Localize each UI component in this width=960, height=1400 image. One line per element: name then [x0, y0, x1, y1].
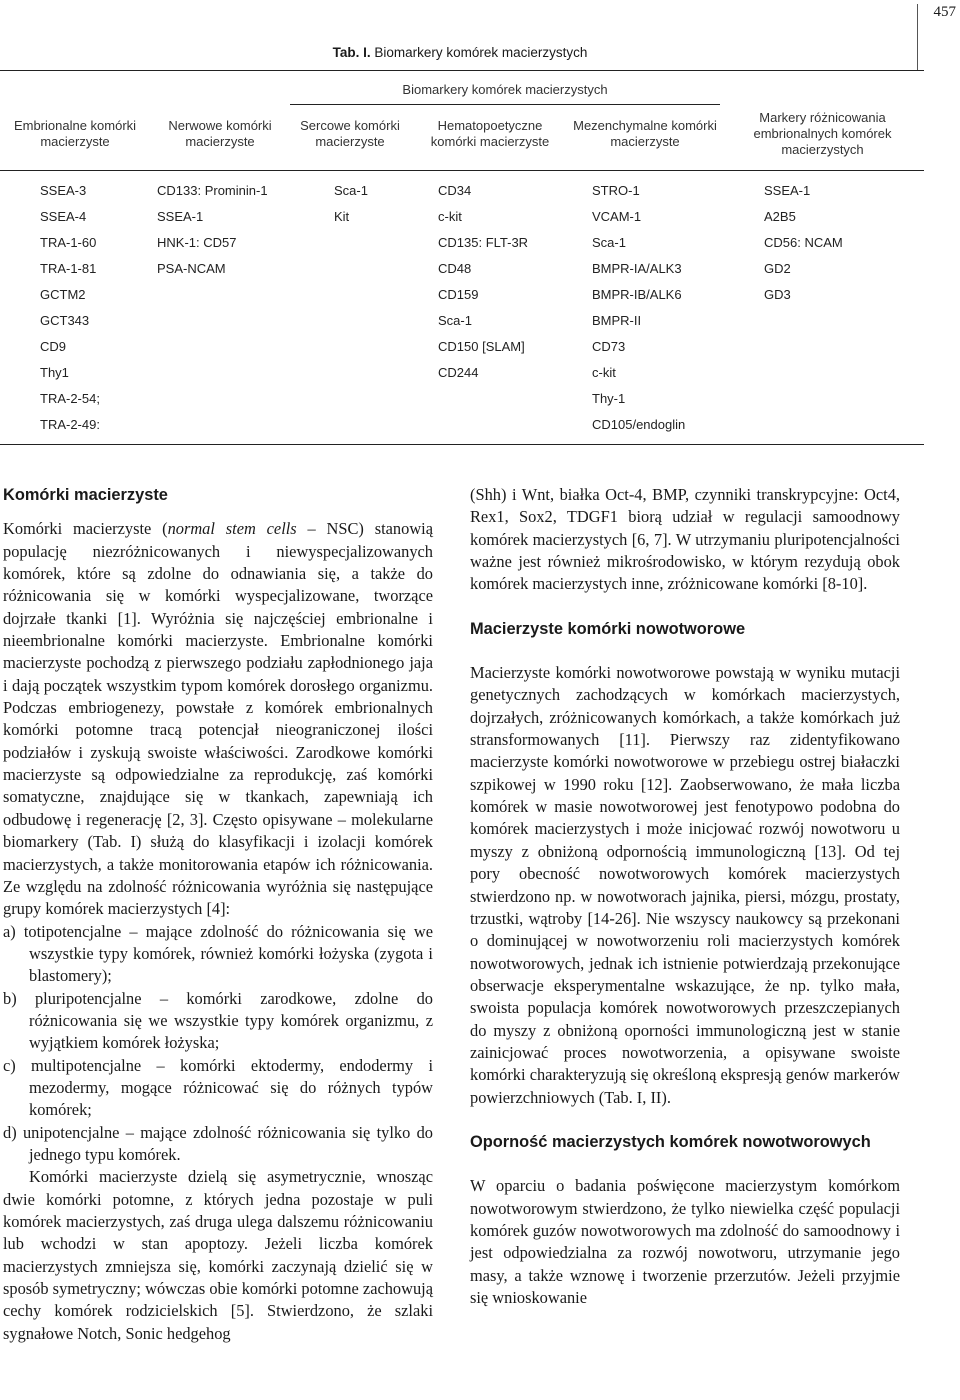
table-cell: TRA-1-60 — [40, 235, 97, 250]
table-cell: CD244 — [438, 365, 479, 380]
table-cell: CD56: NCAM — [764, 235, 843, 250]
table-cell: SSEA-1 — [764, 183, 811, 198]
table-cell: PSA-NCAM — [157, 261, 226, 276]
table-cell: SSEA-4 — [40, 209, 87, 224]
table-cell: TRA-2-49: — [40, 417, 100, 432]
table-caption-title: Biomarkery komórek macierzystych — [374, 45, 588, 60]
table-cell: CD159 — [438, 287, 479, 302]
table-cell: GD2 — [764, 261, 791, 276]
right-text-column — [470, 484, 900, 1309]
table-cell: Sca-1 — [334, 183, 368, 198]
paragraph-continued: (Shh) i Wnt, białka Oct-4, BMP, czynniki transkrypcyjne: Oct4, Rex1, Sox2, TDGF1 biorą udział w regulacji samoodnowy komórek macierzystych [6, 7]. W utrzymaniu pluripotencjalności ważne jest również mikrośrodowisko, w którym rezydują obok komórek macierzystych inne, zróżnicowane komórki [8-10]. — [470, 485, 900, 594]
table-cell: HNK-1: CD57 — [157, 235, 237, 250]
column-header-hematopoetyczne: Hematopoetyczne komórki macierzyste — [430, 118, 550, 149]
table-cell: A2B5 — [764, 209, 796, 224]
paragraph-intro-em: normal stem cells — [167, 519, 297, 539]
table-header-rule — [0, 170, 924, 171]
table-cell: SSEA-3 — [40, 183, 87, 198]
column-header-sercowe: Sercowe komórki macierzyste — [300, 118, 400, 149]
table-cell: GCT343 — [40, 313, 90, 328]
table-cell: c-kit — [592, 365, 616, 380]
list-item-d: d) unipotencjalne – mające zdolność różnicowania się tylko do jednego typu komórek. — [3, 1122, 433, 1164]
column-header-markery: Markery różnicowania embrionalnych komórek macierzystych — [753, 110, 892, 157]
paragraph-opornosc: W oparciu o badania poświęcone macierzystym komórkom nowotworowym stwierdzono, że tylko niewielka część populacji komórek guzów nowotworowych ma zdolność do samoodnowy i jest odpowiedzialna za rozwój nowotworu, utrzymanie jego masy, a także wznowę i tworzenie przerzutów. Jeżeli przyjmie się wnioskowanie — [470, 1176, 900, 1307]
table-cell: Thy1 — [40, 365, 69, 380]
table-cell: GCTM2 — [40, 287, 86, 302]
table-cell: Sca-1 — [438, 313, 472, 328]
table-cell: BMPR-IB/ALK6 — [592, 287, 682, 302]
table-cell: CD133: Prominin-1 — [157, 183, 268, 198]
table-cell: TRA-2-54; — [40, 391, 100, 406]
table-cell: STRO-1 — [592, 183, 640, 198]
list-item-b: b) pluripotencjalne – komórki zarodkowe, zdolne do różnicowania się we wszystkie typy komórek organizmu, z wyjątkiem komórek łożyska; — [3, 988, 433, 1053]
table-cell: CD48 — [438, 261, 472, 276]
table-cell: TRA-1-81 — [40, 261, 97, 276]
table-cell: GD3 — [764, 287, 791, 302]
table-cell: CD9 — [40, 339, 67, 354]
paragraph-intro-a: Komórki macierzyste ( — [3, 519, 168, 539]
paragraph-asymmetric: Komórki macierzyste dzielą się asymetrycznie, wnosząc dwie komórki potomne, z których jedna pozostaje w puli komórek macierzystych, zaś druga ulega dalszemu różnicowaniu lub wchodzi w stan apoptozy. Jeżeli liczba komórek macierzystych zmniejsza się, komórki zaczynają dzielić się w sposób symetryczny; wówczas obie komórki potomne zachowują cechy komórek rodzicielskich [5]. Stwierdzono, że szlaki sygnałowe Notch, Sonic hedgehog — [3, 1167, 433, 1343]
paragraph-nowotworowe: Macierzyste komórki nowotworowe powstają w wyniku mutacji genetycznych zachodzących w komórkach macierzystych, dojrzałych, zróżnicowanych komórkach, a także komórkach już stransformowanych [11]. Pierwszy raz zidentyfikowano macierzyste komórki nowotworowe w przebiegu ostrej białaczki szpikowej w 1990 roku [12]. Zaobserwowano, że mała liczba komórek w masie nowotworowej jest fenotypowo podobna do komórek macierzystych i może inicjować rozwój nowotworu u myszy z obniżoną odpornością immunologiczną [13]. Od tej pory obecność nowotworowych komórek macierzystych stwierdzono np. w nowotworach jajnika, piersi, mózgu, prostaty, trzustki, wątroby [14-26]. Nie wszyscy naukowcy są przekonani o dominującej w nowotworzeniu roli macierzystych komórek nowotworowych, jednak ich istnienie potwierdzają przekonujące obserwacje eksperymentalne wskazujące, że np. tylko mała, swoista populacja komórek nowotworowych przeszczepianych do myszy z obniżoną oporności immunologiczną jest w stanie zainicjować proces nowotworzenia, a opisywane swoiste komórki charakteryzują się określoną ekspresją genów markerów powierzchniowych (Tab. I, II). — [470, 663, 900, 1107]
table-cell: SSEA-1 — [157, 209, 204, 224]
table-cell: VCAM-1 — [592, 209, 642, 224]
table-cell: CD150 [SLAM] — [438, 339, 525, 354]
table-cell: c-kit — [438, 209, 462, 224]
column-header-embrionalne: Embrionalne komórki macierzyste — [13, 118, 137, 149]
paragraph-intro-b: – NSC) stanowią populację niezróżnicowanych i niewyspecjalizowanych komórek, które są zdolne do odnawiania się, a także do różnicowania się w komórki wyspecjalizowane, tworzące dojrzałe tkanki [1]. Wyróżnia się najczęściej embrionalne i nieembrionalne komórki macierzyste. Embrionalne komórki macierzyste pochodzą z pierwszego podziału zapłodnionego jaja i dają początek wszystkim typom komórek dorosłego organizmu. Podczas embriogenezy, powstałe z komórek embrionalnych komórki potomne tracą potencjał nieograniczonej ilości podziałów i zyskują swoiste właściwości. Zarodkowe komórki macierzyste są odpowiedzialne za reprodukcję, zaś komórki somatyczne, znajdujące się w tkankach, zapewniają ich odbudowę i regenerację [2, 3]. Często opisywane – molekularne biomarkery (Tab. I) służą do klasyfikacji i izolacji komórek macierzystych, a także monitorowania etapów ich różnicowania. Ze względu na zdolność różnicowania wyróżnia się następujące grupy komórek macierzystych [4]: — [3, 519, 433, 919]
table-cell: CD34 — [438, 183, 472, 198]
column-header-nerwowe: Nerwowe komórki macierzyste — [168, 118, 272, 149]
table-cell: Sca-1 — [592, 235, 626, 250]
table-cell: Kit — [334, 209, 350, 224]
group-header: Biomarkery komórek macierzystych — [402, 82, 608, 97]
table-cell: Thy-1 — [592, 391, 626, 406]
paragraph-intro — [3, 518, 433, 920]
table-cell: CD73 — [592, 339, 626, 354]
page-number-text: 457 — [933, 4, 956, 20]
list-item-c: c) multipotencjalne – komórki ektodermy, endodermy i mezodermy, mogące różnicować się do różnych typów komórek; — [3, 1055, 433, 1120]
table-top-rule — [0, 70, 924, 71]
table-caption-label: Tab. I. — [332, 45, 371, 60]
table-cell: CD135: FLT-3R — [438, 235, 529, 250]
table-bottom-rule — [0, 444, 924, 445]
table-cell: BMPR-IA/ALK3 — [592, 261, 682, 276]
list-item-a: a) totipotencjalne – mające zdolność do różnicowania się we wszystkie typy komórek, również komórki łożyska (zygota i blastomery); — [3, 921, 433, 986]
table-cell: CD105/endoglin — [592, 417, 686, 432]
table-caption — [0, 45, 920, 60]
table-cell: BMPR-II — [592, 313, 642, 328]
column-header-mezenchymalne: Mezenchymalne komórki macierzyste — [573, 118, 717, 149]
left-text-column — [3, 484, 433, 1345]
section-heading-opornosc: Oporność macierzystych komórek nowotworowych — [470, 1132, 871, 1151]
section-heading-nowotworowe: Macierzyste komórki nowotworowe — [470, 619, 746, 638]
group-header-rule — [290, 104, 720, 105]
section-heading-komorki: Komórki macierzyste — [3, 486, 168, 504]
page-number — [917, 4, 956, 70]
